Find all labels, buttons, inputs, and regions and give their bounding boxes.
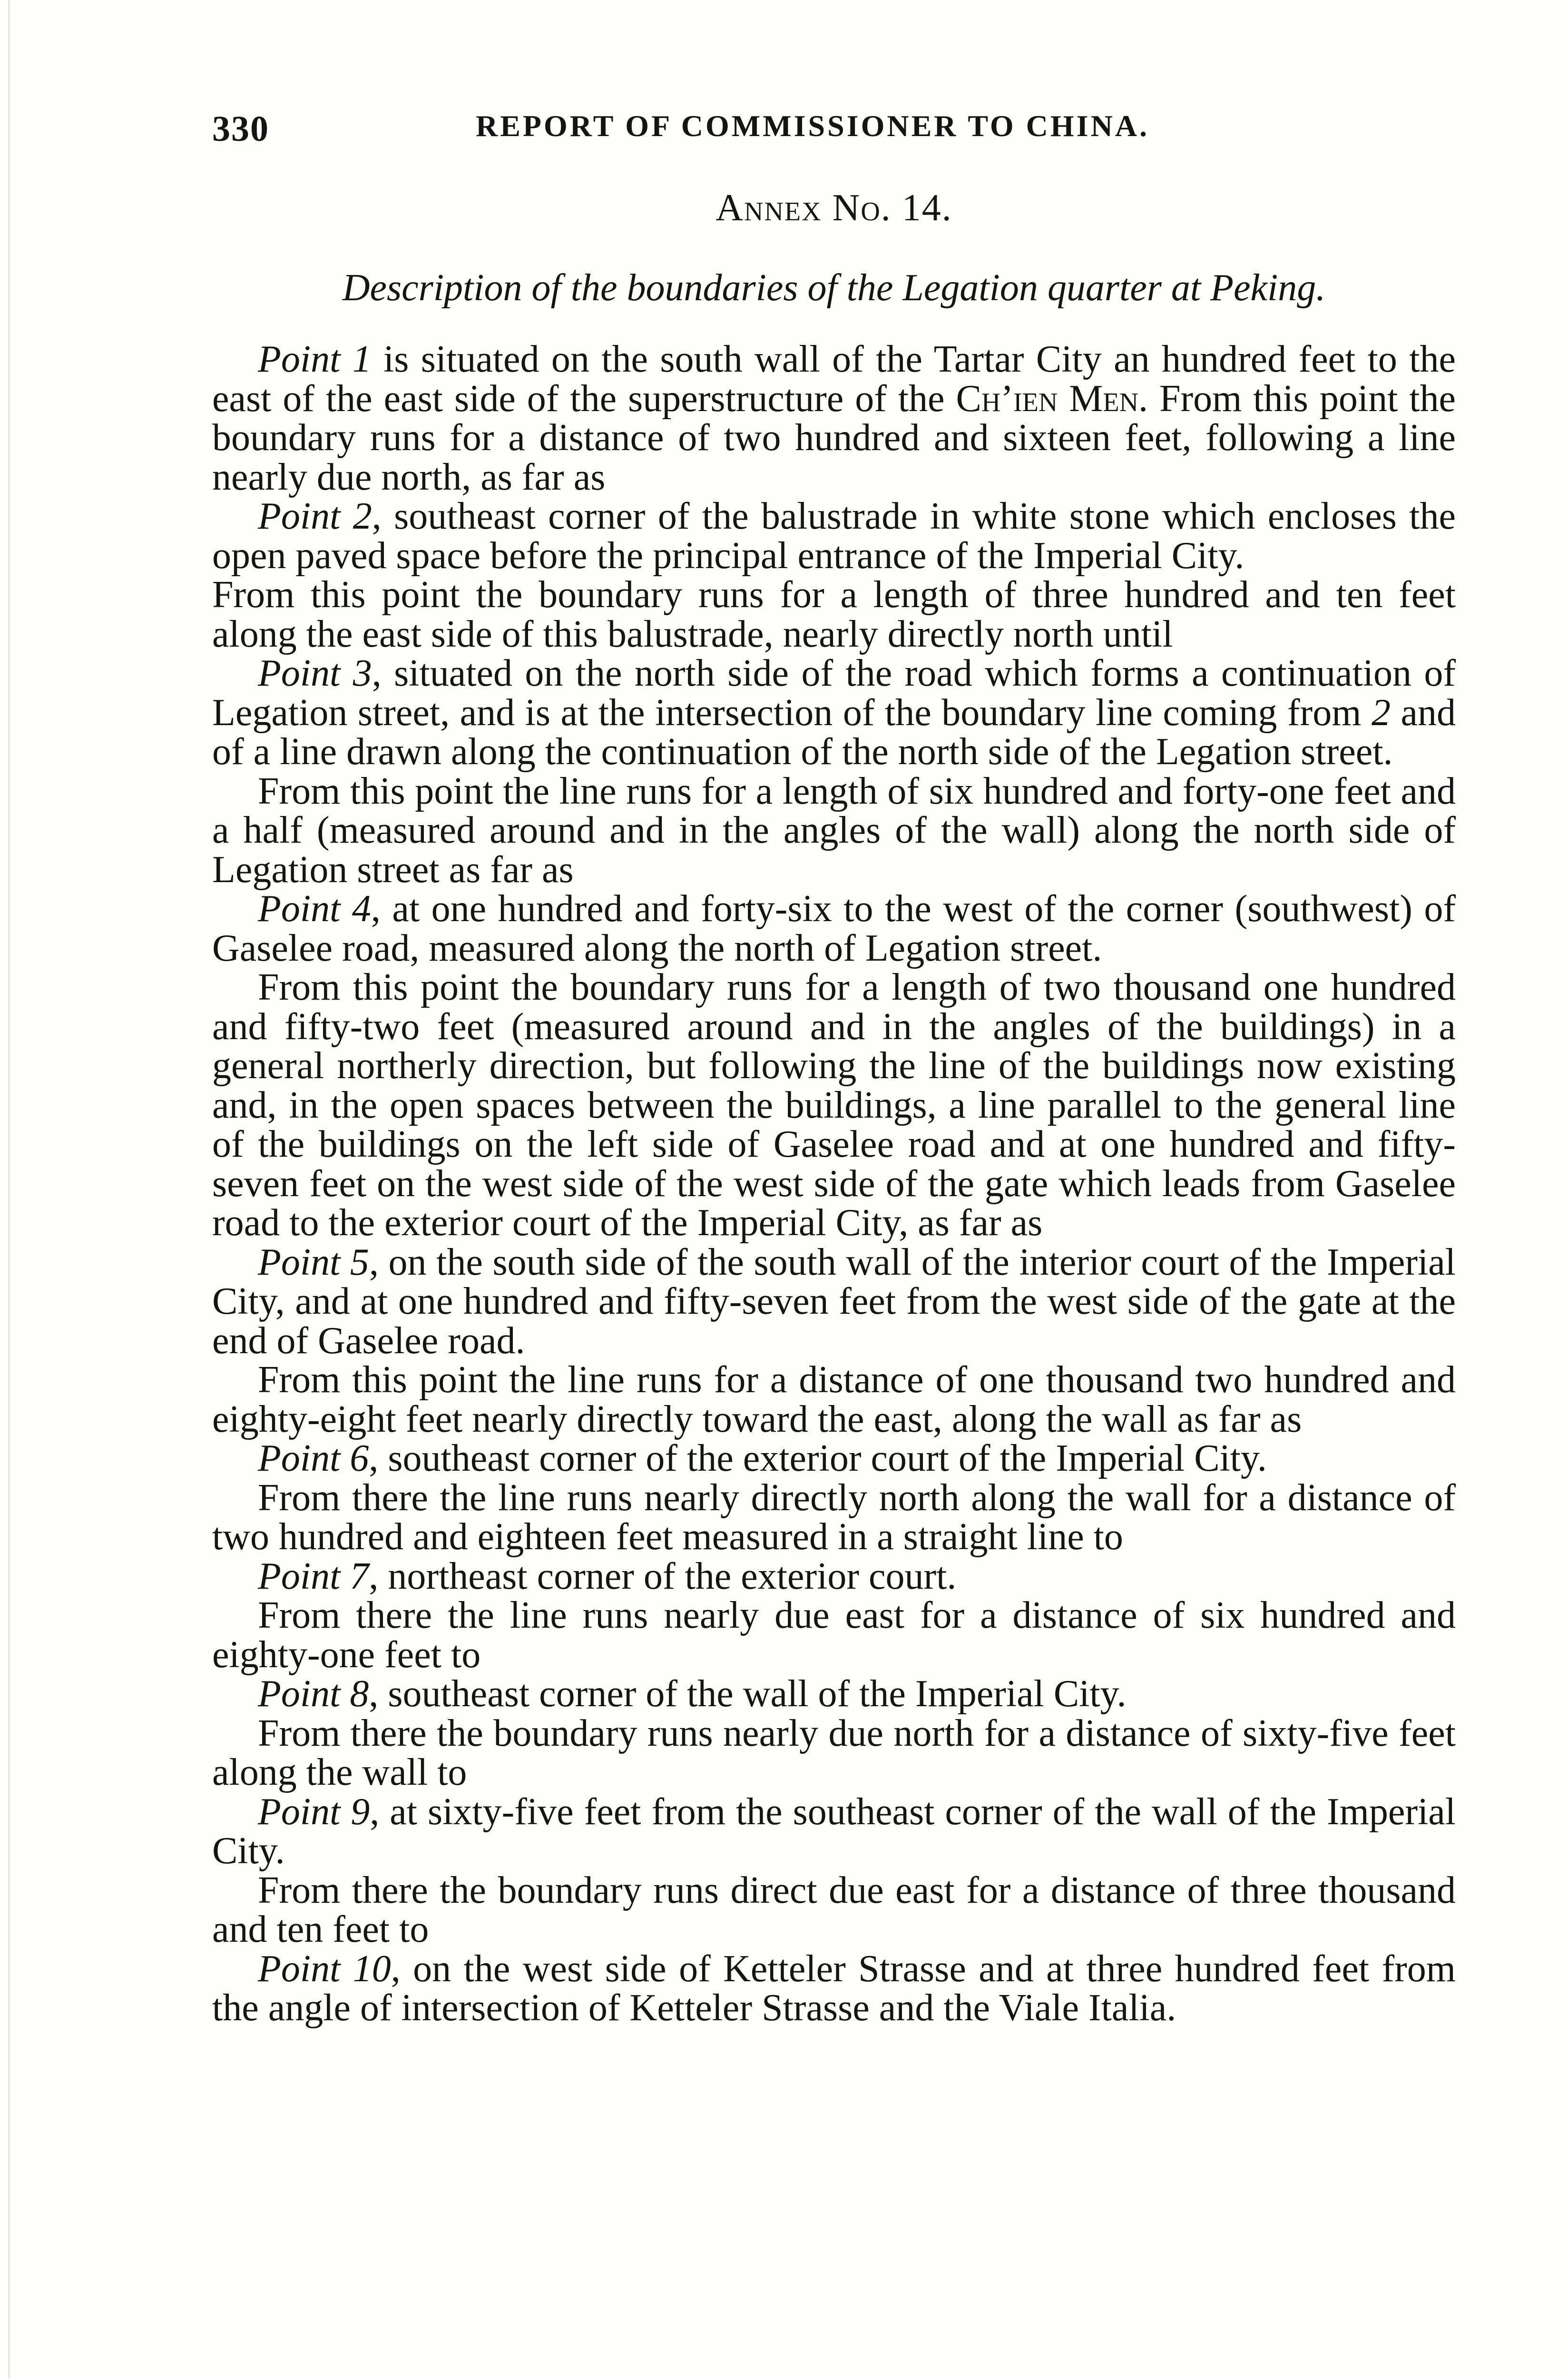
running-title: REPORT OF COMMISSIONER TO CHINA. bbox=[476, 109, 1149, 143]
paragraph-run-9-10 bbox=[212, 1871, 1456, 1949]
paragraph-text: is situated on the south wall of the Tartar City an hundred feet to the east of the east side of the superstructure of the bbox=[212, 338, 1456, 420]
paragraph-point-7 bbox=[212, 1557, 1456, 1596]
paragraph-point-10 bbox=[212, 1949, 1456, 2028]
page-number: 330 bbox=[212, 109, 269, 149]
annex-subtitle: Description of the boundaries of the Legation quarter at Peking. bbox=[342, 267, 1326, 309]
paragraph-point-5 bbox=[212, 1243, 1456, 1361]
body-text bbox=[212, 340, 1456, 2028]
paragraph-point-9 bbox=[212, 1792, 1456, 1871]
paragraph-run-3-4 bbox=[212, 772, 1456, 890]
binding-edge bbox=[9, 0, 10, 2379]
paragraph-text: , northeast corner of the exterior court. bbox=[369, 1555, 957, 1597]
point-label: Point 7 bbox=[258, 1555, 369, 1597]
paragraph-run-7-8 bbox=[212, 1596, 1456, 1674]
paragraph-run-6-7 bbox=[212, 1478, 1456, 1557]
point-label: Point 6 bbox=[258, 1437, 369, 1479]
paragraph-run-4-5 bbox=[212, 968, 1456, 1243]
paragraph-point-6 bbox=[212, 1439, 1456, 1478]
paragraph-text: From there the boundary runs direct due east for a distance of three thousand and ten feet to bbox=[212, 1869, 1456, 1950]
point-label: Point 3 bbox=[258, 652, 372, 694]
paragraph-text: From this point the line runs for a length of six hundred and forty-one feet and a half (measured around and in the angles of the wall) along the north side of Legation street as far as bbox=[212, 770, 1456, 891]
paragraph-point-2 bbox=[212, 497, 1456, 575]
paragraph-text: From there the line runs nearly directly north along the wall for a distance of two hundred and eighteen feet measured in a straight line to bbox=[212, 1476, 1456, 1558]
paragraph-point-4 bbox=[212, 889, 1456, 968]
point-label: Point 10 bbox=[258, 1947, 391, 1990]
paragraph-text: From there the line runs nearly due east for a distance of six hundred and eighty-one feet to bbox=[212, 1594, 1456, 1676]
point-label: Point 5 bbox=[258, 1241, 369, 1283]
point-label: Point 9 bbox=[258, 1790, 370, 1833]
paragraph-text: , at sixty-five feet from the southeast corner of the wall of the Imperial City. bbox=[212, 1790, 1456, 1872]
paragraph-text: , southeast corner of the exterior court of the Imperial City. bbox=[369, 1437, 1267, 1479]
paragraph-run-2-3 bbox=[212, 575, 1456, 654]
point-label: Point 4 bbox=[258, 888, 371, 930]
point-label: Point 1 bbox=[258, 338, 372, 380]
paragraph-point-1 bbox=[212, 340, 1456, 497]
paragraph-text: . From this point the boundary runs for a distance of two hundred and sixteen feet, following a line nearly due north, as far as bbox=[212, 377, 1456, 498]
paragraph-point-8 bbox=[212, 1674, 1456, 1714]
paragraph-text: From there the boundary runs nearly due north for a distance of sixty-five feet along the wall to bbox=[212, 1712, 1456, 1793]
paragraph-text: , on the west side of Ketteler Strasse and at three hundred feet from the angle of intersection of Ketteler Strasse and the Viale Italia. bbox=[212, 1947, 1456, 2029]
paragraph-text: , at one hundred and forty-six to the west of the corner (southwest) of Gaselee road, measured along the north of Legation street. bbox=[212, 888, 1456, 969]
paragraph-text: , southeast corner of the wall of the Imperial City. bbox=[369, 1673, 1127, 1715]
paragraph-text: and of a line drawn along the continuation of the north side of the Legation street. bbox=[212, 691, 1456, 773]
point-reference: 2 bbox=[1371, 691, 1391, 734]
annex-title: Annex No. 14. bbox=[715, 187, 952, 229]
paragraph-point-3 bbox=[212, 654, 1456, 772]
paragraph-text: From this point the boundary runs for a length of two thousand one hundred and fifty-two feet (measured around and in the angles of the buildings) in a general northerly direction, but following the line of the buildings now existing and, in the open spaces between the buildings, a line parallel to the general line of the buildings on the left side of Gaselee road and at one hundred and fifty-seven feet on the west side of the west side of the gate which leads from Gaselee road to the exterior court of the Imperial City, as far as bbox=[212, 966, 1456, 1244]
point-label: Point 2 bbox=[258, 495, 372, 537]
paragraph-run-5-6 bbox=[212, 1360, 1456, 1439]
paragraph-text: , on the south side of the south wall of the interior court of the Imperial City, and at one hundred and fifty-seven feet from the west side of the gate at the end of Gaselee road. bbox=[212, 1241, 1456, 1362]
running-head bbox=[212, 108, 1456, 151]
gate-name: Ch’ien Men bbox=[956, 377, 1139, 420]
paragraph-text: , situated on the north side of the road which forms a continuation of Legation street, and is at the intersection of the boundary line coming from bbox=[212, 652, 1456, 734]
paragraph-text: From this point the boundary runs for a length of three hundred and ten feet along the east side of this balustrade, nearly directly north until bbox=[212, 574, 1456, 655]
paragraph-text: , southeast corner of the balustrade in white stone which encloses the open paved space before the principal entrance of the Imperial City. bbox=[212, 495, 1456, 577]
paragraph-run-8-9 bbox=[212, 1714, 1456, 1792]
paragraph-text: From this point the line runs for a distance of one thousand two hundred and eighty-eight feet nearly directly toward the east, along the wall as far as bbox=[212, 1359, 1456, 1440]
point-label: Point 8 bbox=[258, 1673, 369, 1715]
